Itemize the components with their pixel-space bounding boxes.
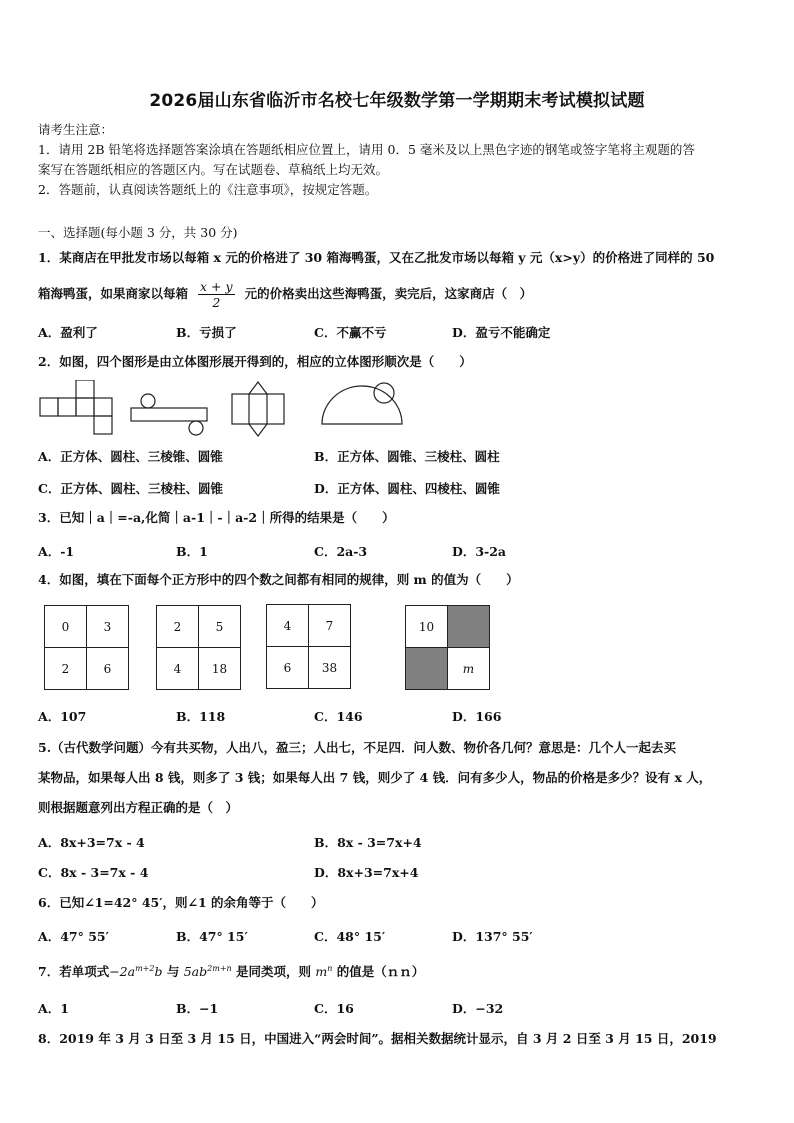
q1-option-c[interactable]: C．不赢不亏: [314, 325, 387, 340]
q7-option-b[interactable]: B．−1: [176, 1001, 219, 1016]
q4-square-1: [44, 605, 129, 690]
q4-stem: 4．如图，填在下面每个正方形中的四个数之间都有相同的规律，则 m 的值为（ ）: [38, 572, 519, 587]
q1-line1: 1．某商店在甲批发市场以每箱 x 元的价格进了 30 箱海鸭蛋，又在乙批发市场以每箱 y 元（x>y）的价格进了同样的 50: [38, 250, 715, 265]
q4-s1-cell: 2: [45, 648, 87, 690]
q1-frac-den: 2: [212, 295, 221, 310]
notice-heading: 请考生注意：: [38, 122, 114, 137]
q7-option-a[interactable]: A．1: [38, 1001, 69, 1016]
q4-option-b[interactable]: B．118: [176, 709, 226, 724]
q3-stem: 3．已知｜a｜=-a,化简｜a-1｜-｜a-2｜所得的结果是（ ）: [38, 510, 395, 525]
q4-option-d[interactable]: D．166: [452, 709, 502, 724]
q3-option-c[interactable]: C．2a-3: [314, 544, 368, 559]
q7-term1-base: −2a: [109, 964, 136, 980]
q7-option-d[interactable]: D．−32: [452, 1001, 504, 1016]
q4-s2-cell: 2: [157, 606, 199, 648]
q3-option-d[interactable]: D．3-2a: [452, 544, 507, 559]
q7-mid: 与: [162, 964, 184, 980]
q7-term2-exp: 2m+n: [207, 964, 232, 973]
q2-option-d[interactable]: D．正方体、圆柱、四棱柱、圆锥: [314, 481, 500, 496]
q6-option-a[interactable]: A．47° 55′: [38, 929, 109, 944]
q4-option-c[interactable]: C．146: [314, 709, 363, 724]
q2-stem: 2．如图，四个图形是由立体图形展开得到的，相应的立体图形顺次是（ ）: [38, 354, 472, 369]
q7-power-base: m: [315, 964, 328, 980]
cylinder-net-shape: [131, 394, 207, 435]
q4-s4-shaded-cell: [406, 648, 448, 690]
section-heading: 一、选择题(每小题 3 分，共 30 分): [38, 225, 238, 240]
q4-s4-cell-m: m: [448, 648, 490, 690]
q2-option-a[interactable]: A．正方体、圆柱、三棱锥、圆锥: [38, 449, 223, 464]
q5-line1: 5.（古代数学问题）今有共买物，人出八，盈三；人出七，不足四．问人数、物价各几何？意思是：几个人一起去买: [38, 740, 677, 755]
q4-square-3: [266, 604, 351, 689]
q2-option-c[interactable]: C．正方体、圆柱、三棱柱、圆锥: [38, 481, 223, 496]
q5-option-d[interactable]: D．8x+3=7x+4: [314, 865, 419, 880]
q3-option-b[interactable]: B．1: [176, 544, 208, 559]
q6-option-c[interactable]: C．48° 15′: [314, 929, 386, 944]
q1-option-d[interactable]: D．盈亏不能确定: [452, 325, 551, 340]
q4-option-a[interactable]: A．107: [38, 709, 87, 724]
cone-net-shape: [322, 383, 402, 424]
q7-term1-b: b: [154, 964, 163, 980]
q4-s4-cell: 10: [406, 606, 448, 648]
q6-option-d[interactable]: D．137° 55′: [452, 929, 533, 944]
q4-s2-cell: 4: [157, 648, 199, 690]
notice-item-1-cont: 案写在答题纸相应的答题区内。写在试题卷、草稿纸上均无效。: [38, 162, 389, 177]
notice-item-2: 2．答题前，认真阅读答题纸上的《注意事项》，按规定答题。: [38, 182, 378, 197]
q7-term1-exp: m+2: [135, 964, 155, 973]
q5-line3: 则根据题意列出方程正确的是（ ）: [38, 800, 239, 815]
q5-line2: 某物品，如果每人出 8 钱，则多了 3 钱；如果每人出 7 钱，则少了 4 钱．问有多少人，物品的价格是多少？设有 x 人，: [38, 770, 712, 785]
q7-stem-b: 是同类项，则: [231, 964, 316, 980]
q1-fraction: [198, 279, 235, 310]
q4-s4-shaded-cell: [448, 606, 490, 648]
q6-option-b[interactable]: B．47° 15′: [176, 929, 248, 944]
q4-s2-cell: 5: [199, 606, 241, 648]
q7-stem-a: 7．若单项式: [38, 964, 110, 980]
notice-item-1: 1．请用 2B 铅笔将选择题答案涂填在答题纸相应位置上，请用 0．5 毫米及以上黑色字迹的钢笔或签字笔将主观题的答: [38, 142, 695, 157]
q3-option-a[interactable]: A．-1: [38, 544, 75, 559]
page-title: 2026届山东省临沂市名校七年级数学第一学期期末考试模拟试题: [149, 91, 645, 111]
q7-power: [315, 964, 332, 979]
q1-option-b[interactable]: B．亏损了: [176, 325, 237, 340]
q4-s1-cell: 0: [45, 606, 87, 648]
q4-square-2: [156, 605, 241, 690]
q1-line2: [38, 279, 532, 310]
q7-power-exp: n: [327, 964, 333, 973]
q5-option-c[interactable]: C．8x - 3=7x - 4: [38, 865, 149, 880]
q7-term2-base: 5ab: [183, 964, 208, 980]
q7-term2: [184, 964, 232, 979]
q4-s3-cell: 38: [309, 647, 351, 689]
q2-option-b[interactable]: B．正方体、圆锥、三棱柱、圆柱: [314, 449, 500, 464]
q8-line1: 8．2019 年 3 月 3 日至 3 月 15 日，中国进入“两会时间”。据相关数据统计显示，自 3 月 2 日至 3 月 15 日，2019: [38, 1031, 717, 1046]
q5-option-b[interactable]: B．8x - 3=7x+4: [314, 835, 422, 850]
q7-option-c[interactable]: C．16: [314, 1001, 354, 1016]
cube-net-shape: [40, 380, 112, 434]
q4-square-4: [405, 605, 490, 690]
q1-line2-a: 箱海鸭蛋，如果商家以每箱: [38, 286, 189, 301]
q4-s3-cell: 4: [267, 605, 309, 647]
q4-s3-cell: 6: [267, 647, 309, 689]
q1-option-a[interactable]: A．盈利了: [38, 325, 98, 340]
q7-stem-c: 的值是（ｎｎ）: [332, 964, 425, 980]
q2-nets-figure: [36, 380, 416, 442]
q7-term1: [109, 964, 162, 979]
prism-net-shape: [232, 382, 284, 436]
q4-s1-cell: 6: [87, 648, 129, 690]
q1-frac-num: x + y: [200, 279, 233, 294]
q4-s3-cell: 7: [309, 605, 351, 647]
q7-stem: [38, 961, 424, 980]
q4-s1-cell: 3: [87, 606, 129, 648]
q5-option-a[interactable]: A．8x+3=7x - 4: [38, 835, 145, 850]
q1-line2-b: 元的价格卖出这些海鸭蛋，卖完后，这家商店（ ）: [244, 286, 533, 301]
q6-stem: 6．已知∠1=42° 45′，则∠1 的余角等于（ ）: [38, 895, 324, 910]
q4-s2-cell: 18: [199, 648, 241, 690]
